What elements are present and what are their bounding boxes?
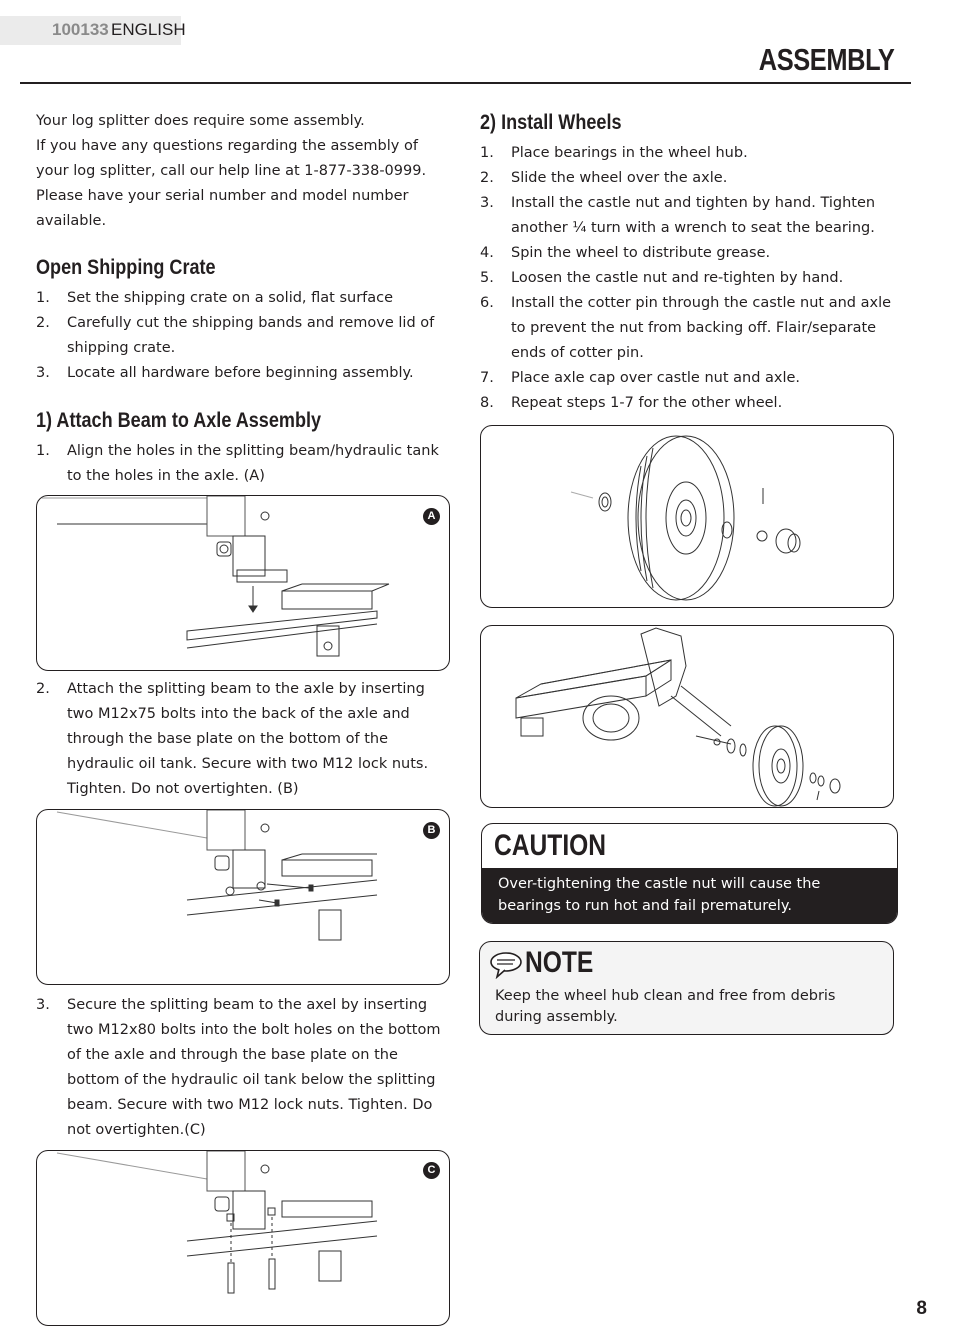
open-crate-steps — [36, 286, 448, 386]
figure-label-c: C — [423, 1162, 440, 1179]
intro-line: If you have any questions regarding the assembly of — [36, 138, 418, 154]
figure-splitter-wheel-assembly — [480, 625, 894, 808]
attach-beam-step-1 — [36, 439, 448, 489]
intro-line: Your log splitter does require some assembly. — [36, 113, 365, 129]
list-item: 2. Slide the wheel over the axle. — [480, 170, 728, 186]
document-code: 100133 — [52, 20, 109, 39]
caution-text: Over-tightening the castle nut will cause the bearings to run hot and fail prematurely. — [482, 868, 897, 924]
note-box — [479, 941, 894, 1035]
attach-beam-heading: 1) Attach Beam to Axle Assembly — [36, 409, 322, 432]
section-title: ASSEMBLY — [758, 42, 894, 77]
list-item: 1. Place bearings in the wheel hub. — [480, 145, 748, 161]
list-item: 3. Secure the splitting beam to the axel by inserting two M12x80 bolts into the bolt holes on the bottom of the axle and through the base plate on the bottom of the hydraulic oil tank below the splitting beam. Secure with two M12 lock nuts. Tighten. Do not overtighten.(C) — [36, 997, 441, 1138]
list-item: 8. Repeat steps 1-7 for the other wheel. — [480, 395, 783, 411]
figure-wheel-exploded — [480, 425, 894, 608]
figure-b-bolt-insertion — [36, 809, 450, 985]
list-item: 7. Place axle cap over castle nut and axle. — [480, 370, 801, 386]
intro-line: available. — [36, 213, 107, 229]
list-item: 6. Install the cotter pin through the castle nut and axle to prevent the nut from backing off. Flair/separate ends of cotter pin. — [480, 295, 892, 361]
install-wheels-heading: 2) Install Wheels — [480, 111, 622, 134]
intro-line: Please have your serial number and model number — [36, 188, 409, 204]
figure-label-b: B — [423, 822, 440, 839]
list-item: 2. Carefully cut the shipping bands and remove lid of shipping crate. — [36, 315, 435, 356]
open-crate-heading: Open Shipping Crate — [36, 256, 216, 279]
list-item: 1. Set the shipping crate on a solid, flat surface — [36, 290, 394, 306]
list-item: 1. Align the holes in the splitting beam/hydraulic tank to the holes in the axle. (A) — [36, 443, 439, 484]
list-item: 3. Locate all hardware before beginning assembly. — [36, 365, 414, 381]
caution-title: CAUTION — [494, 829, 607, 862]
speech-bubble-icon — [489, 951, 523, 979]
intro-paragraph — [36, 109, 456, 234]
figure-label-a: A — [423, 508, 440, 525]
note-title: NOTE — [525, 946, 594, 979]
list-item: 2. Attach the splitting beam to the axle by inserting two M12x75 bolts into the back of the axle and through the base plate on the bottom of the hydraulic oil tank. Secure with two M12 lock nuts. Tighten. Do not overtighten. (B) — [36, 681, 429, 797]
figure-c-bottom-bolts — [36, 1150, 450, 1326]
header-rule — [20, 82, 911, 84]
figure-a-beam-alignment — [36, 495, 450, 671]
install-wheels-steps — [480, 141, 900, 416]
list-item: 3. Install the castle nut and tighten by hand. Tighten another ¼ turn with a wrench to seat the bearing. — [480, 195, 876, 236]
note-text: Keep the wheel hub clean and free from debris during assembly. — [495, 988, 836, 1025]
list-item: 5. Loosen the castle nut and re-tighten by hand. — [480, 270, 844, 286]
attach-beam-step-3 — [36, 993, 448, 1143]
caution-box — [481, 823, 898, 924]
language-label: ENGLISH — [111, 20, 186, 39]
list-item: 4. Spin the wheel to distribute grease. — [480, 245, 771, 261]
attach-beam-step-2 — [36, 677, 448, 802]
page-number: 8 — [916, 1298, 927, 1319]
intro-line: your log splitter, call our help line at 1-877-338-0999. — [36, 163, 427, 179]
